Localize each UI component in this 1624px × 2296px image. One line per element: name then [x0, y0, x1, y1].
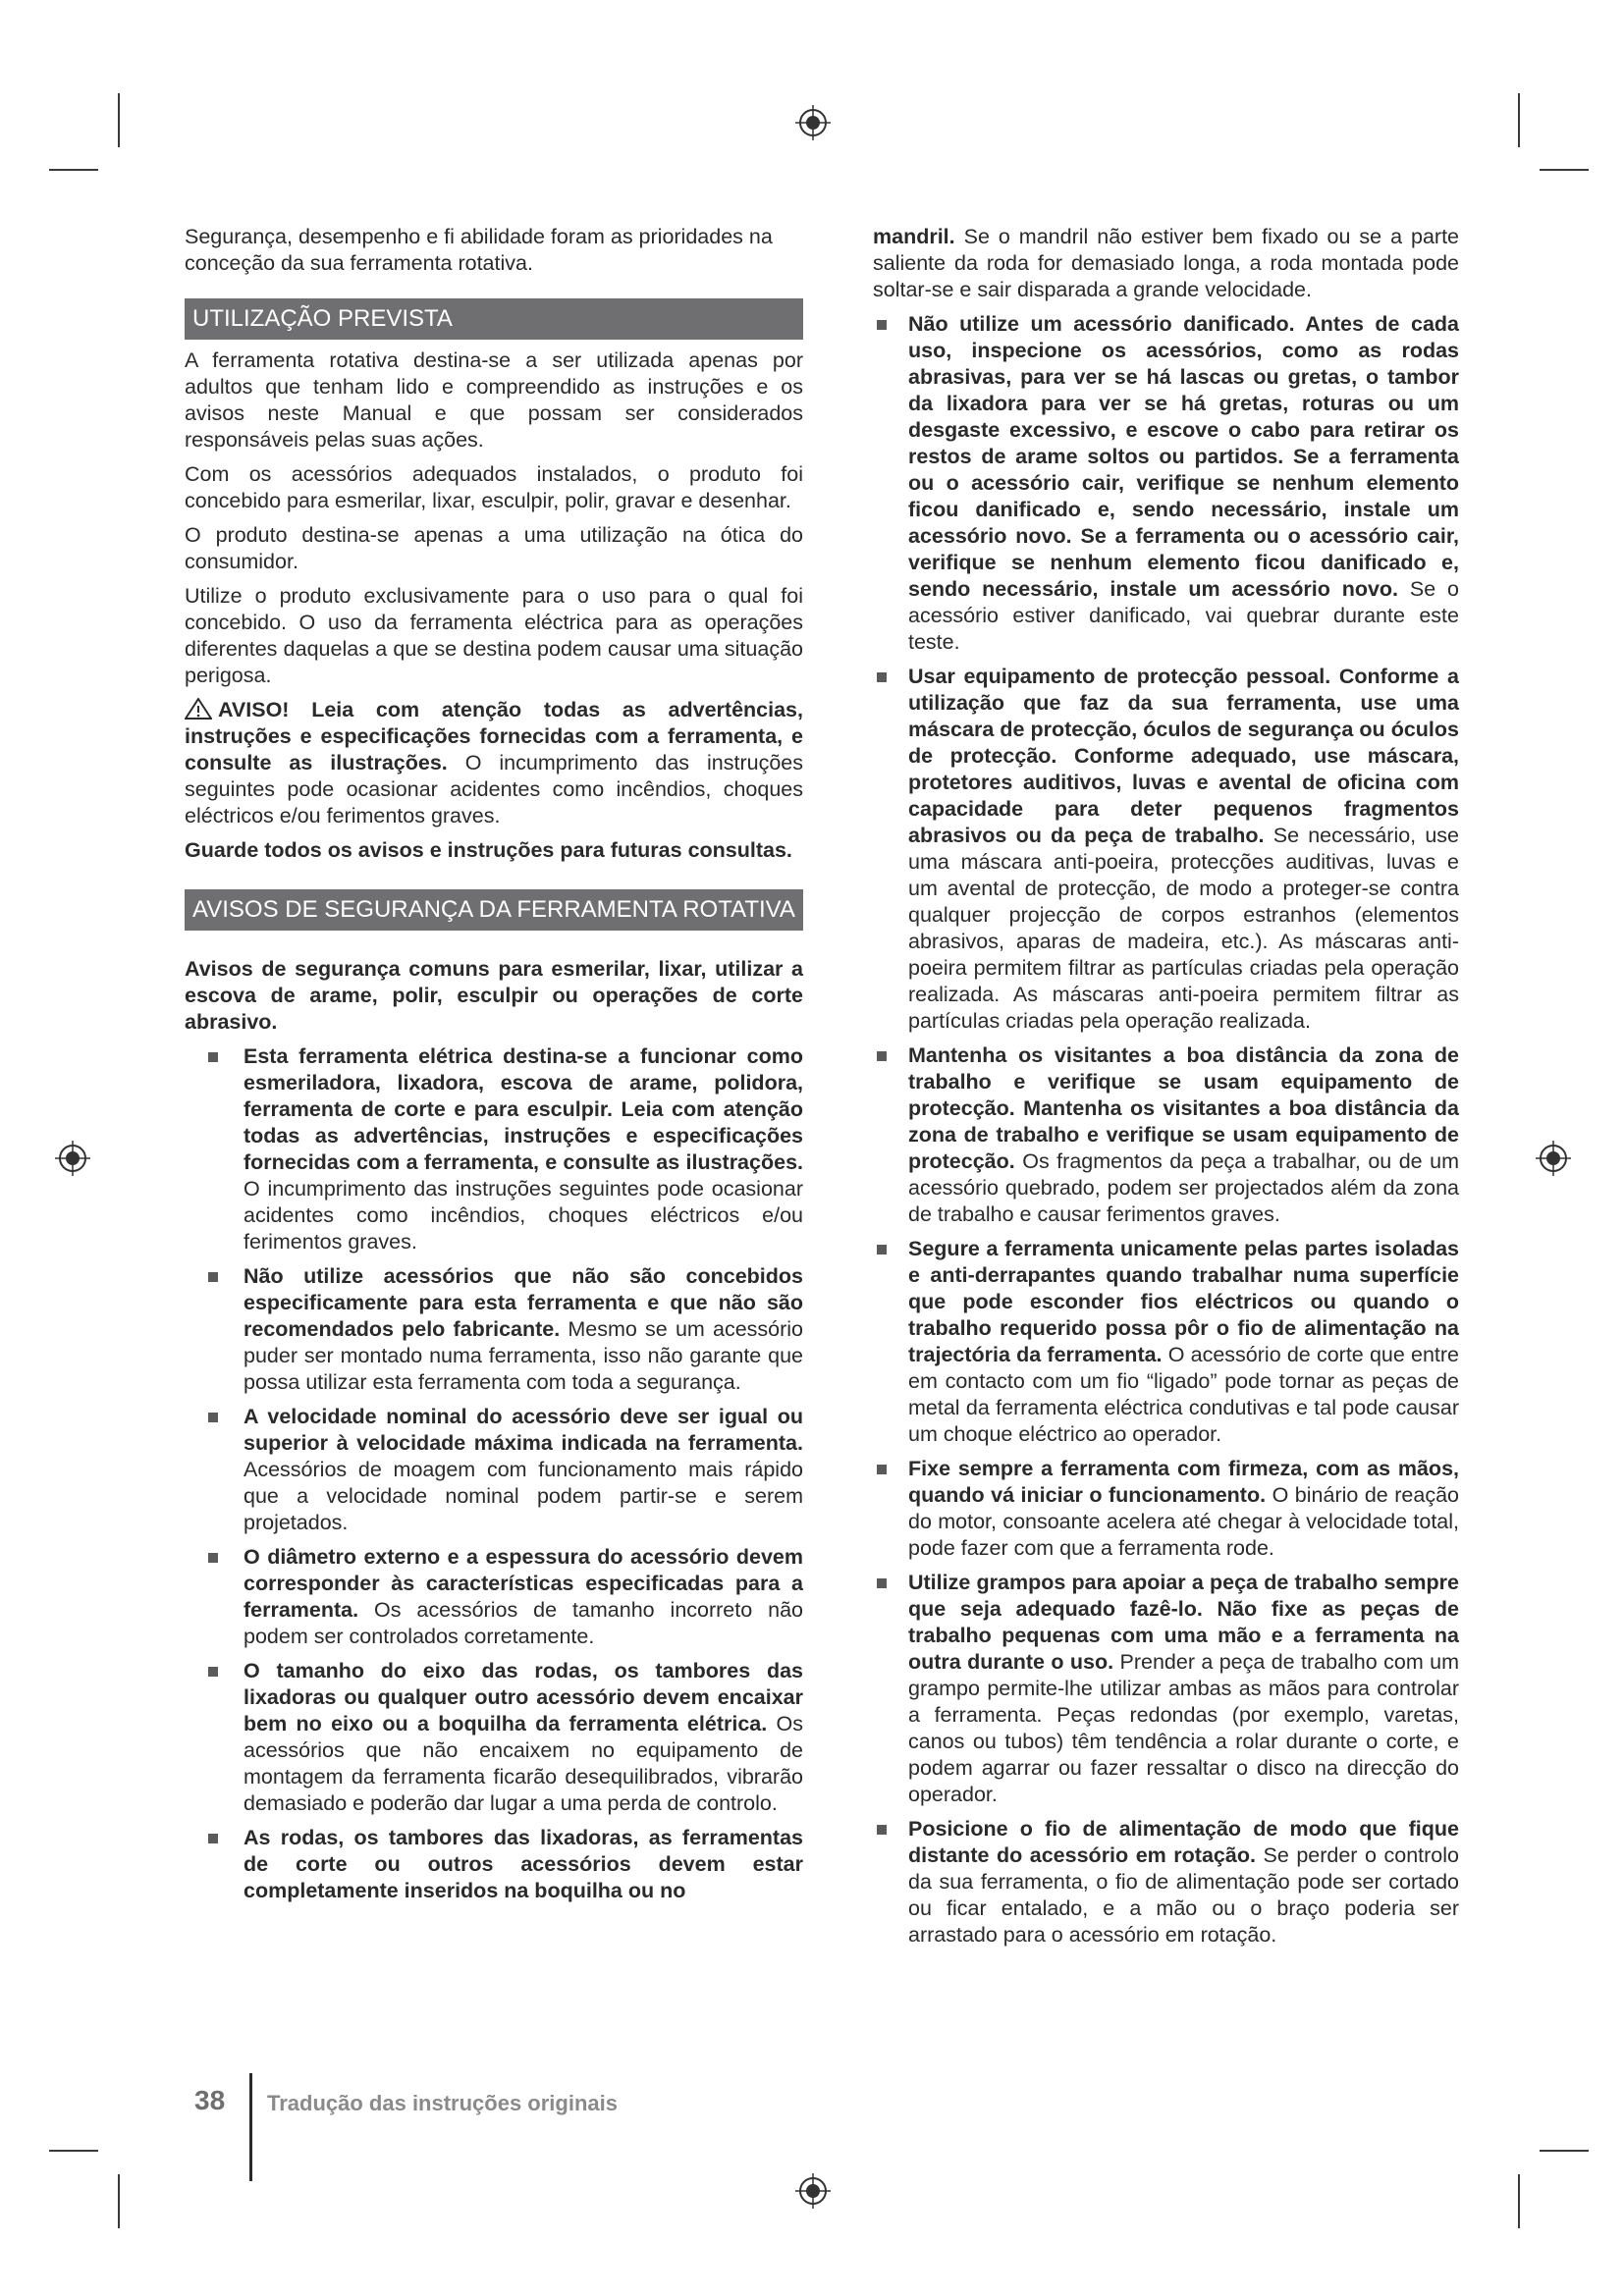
paragraph: Utilize o produto exclusivamente para o uso para o qual foi concebido. O uso da ferramenta eléctrica para as operações diferentes daquelas a que se destina podem causar uma situação perigosa.: [185, 584, 803, 687]
bullet-square-icon: [208, 1834, 218, 1843]
list-item: [208, 1263, 803, 1396]
bullet-square-icon: [208, 1413, 218, 1422]
paragraph: Com os acessórios adequados instalados, o produto foi concebido para esmerilar, lixar, esculpir, polir, gravar e desenhar.: [185, 462, 803, 512]
list-item: [873, 1042, 1459, 1228]
list-item: [873, 1236, 1459, 1448]
list-item: [873, 1570, 1459, 1808]
list-item-text: Prender a peça de trabalho com um grampo permite-lhe utilizar ambas as mãos para controlar a ferramenta. Peças redondas (por exemplo, varetas, canos ou tubos) têm tendência a rolar durante o corte, e podem agarrar ou fazer ressaltar o disco na direcção do operador.: [908, 1650, 1459, 1806]
bullet-square-icon: [208, 1272, 218, 1282]
list-item-bold: Esta ferramenta elétrica destina-se a funcionar como esmeriladora, lixadora, escova de arame, polidora, ferramenta de corte e para esculpir. Leia com atenção todas as advertências, instruções e especificações fornecidas com a ferramenta, e consulte as ilustrações.: [244, 1044, 803, 1174]
list-item-text: O incumprimento das instruções seguintes pode ocasionar acidentes como incêndios, choques eléctricos e/ou ferimentos graves.: [244, 1177, 803, 1254]
list-item-bold: O tamanho do eixo das rodas, os tambores das lixadoras ou qualquer outro acessório devem encaixar bem no eixo ou a boquilha da ferramenta elétrica.: [244, 1659, 803, 1735]
list-item-bold: A velocidade nominal do acessório deve ser igual ou superior à velocidade máxima indicada na ferramenta.: [244, 1405, 803, 1455]
bullet-square-icon: [877, 1245, 887, 1255]
left-column: [185, 224, 803, 1912]
crop-mark: [49, 2150, 98, 2152]
list-item: [208, 1404, 803, 1536]
registration-mark-icon: [793, 103, 833, 142]
list-item-text: Os acessórios de tamanho incorreto não podem ser controlados corretamente.: [244, 1598, 803, 1648]
list-item-text: Os acessórios que não encaixem no equipamento de montagem da ferramenta ficarão desequilibrados, vibrarão demasiado e poderão dar lugar a uma perda de controlo.: [244, 1712, 803, 1815]
list-item-bold: O diâmetro externo e a espessura do acessório devem corresponder às características especificadas para a ferramenta.: [244, 1545, 803, 1622]
bullet-square-icon: [877, 1465, 887, 1474]
common-warnings-heading: Avisos de segurança comuns para esmerilar, lixar, utilizar a escova de arame, polir, esculpir ou operações de corte abrasivo.: [185, 957, 803, 1034]
bullet-square-icon: [877, 672, 887, 682]
footer-divider: [249, 2073, 252, 2181]
crop-mark: [1540, 2150, 1589, 2152]
paragraph: O produto destina-se apenas a uma utilização na ótica do consumidor.: [185, 523, 803, 573]
list-item-bold: Não utilize um acessório danificado. Antes de cada uso, inspecione os acessórios, como as rodas abrasivas, para ver se há lascas ou gretas, o tambor da lixadora para ver se há gretas, roturas ou um desgaste excessivo, e escove o cabo para retirar os restos de arame soltos ou partidos. Se a ferramenta ou o acessório cair, verifique se nenhum elemento ficou danificado e, sendo necessário, instale um acessório novo. Se a ferramenta ou o acessório cair, verifique se nenhum elemento ficou danificado e, sendo necessário, instale um acessório novo.: [908, 312, 1459, 601]
crop-mark: [1518, 93, 1520, 147]
list-item-bold: Posicione o fio de alimentação de modo que fique distante do acessório em rotação.: [908, 1817, 1459, 1867]
bullet-square-icon: [208, 1667, 218, 1677]
list-item-bold: Utilize grampos para apoiar a peça de trabalho sempre que seja adequado fazê-lo. Não fixe as peças de trabalho pequenas com uma mão e a ferramenta na outra durante o uso.: [908, 1571, 1459, 1674]
left-bullet-list: [185, 1043, 803, 1904]
list-item: [208, 1658, 803, 1817]
continued-paragraph: [873, 224, 1459, 303]
list-item: [208, 1043, 803, 1255]
bullet-square-icon: [877, 1578, 887, 1588]
section-heading-safety-warnings: AVISOS DE SEGURANÇA DA FERRAMENTA ROTATIVA: [185, 889, 803, 931]
warning-triangle-icon: [185, 698, 212, 720]
right-column: [873, 224, 1459, 1956]
keep-instructions: Guarde todos os avisos e instruções para futuras consultas.: [185, 838, 792, 862]
page-number: 38: [194, 2085, 226, 2115]
crop-mark: [118, 2174, 120, 2228]
registration-mark-icon: [793, 2171, 833, 2211]
continued-text: Se o mandril não estiver bem fixado ou se a parte saliente da roda for demasiado longa, a roda montada pode soltar-se e sair disparada a grande velocidade.: [873, 225, 1459, 301]
list-item: [873, 664, 1459, 1035]
list-item: [208, 1544, 803, 1650]
warning-bold-text: AVISO! Leia com atenção todas as advertências, instruções e especificações fornecidas com a ferramenta, e consulte as ilustrações.: [185, 698, 803, 774]
bullet-square-icon: [877, 1051, 887, 1061]
footer-text: Tradução das instruções originais: [267, 2091, 618, 2115]
list-item-text: Mesmo se um acessório puder ser montado numa ferramenta, isso não garante que possa utilizar esta ferramenta com toda a segurança.: [244, 1317, 803, 1394]
registration-mark-icon: [53, 1139, 92, 1178]
list-item-bold: Usar equipamento de protecção pessoal. Conforme a utilização que faz da sua ferramenta, use uma máscara de protecção, óculos de segurança ou óculos de protecção. Conforme adequado, use máscara, protetores auditivos, luvas e avental de oficina com capacidade para deter pequenos fragmentos abrasivos ou da peça de trabalho.: [908, 665, 1459, 847]
bullet-square-icon: [208, 1553, 218, 1563]
list-item: [873, 311, 1459, 656]
list-item-bold: Segure a ferramenta unicamente pelas partes isoladas e anti-derrapantes quando trabalhar numa superfície que pode esconder fios eléctricos ou quando o trabalho requerido possa pôr o fio de alimentação na trajectória da ferramenta.: [908, 1237, 1459, 1366]
warning-text: O incumprimento das instruções seguintes pode ocasionar acidentes como incêndios, choques eléctricos e/ou ferimentos graves.: [185, 751, 803, 828]
list-item-bold: Mantenha os visitantes a boa distância da zona de trabalho e verifique se usam equipamento de protecção. Mantenha os visitantes a boa distância da zona de trabalho e verifique se usam equipamento de protecção.: [908, 1043, 1459, 1173]
continued-bold: mandril.: [873, 225, 955, 248]
list-item: [873, 1816, 1459, 1949]
list-item-bold: As rodas, os tambores das lixadoras, as ferramentas de corte ou outros acessórios devem estar completamente inseridos na boquilha ou no: [244, 1826, 803, 1902]
crop-mark: [1518, 2174, 1520, 2228]
list-item-text: Os fragmentos da peça a trabalhar, ou de um acessório quebrado, podem ser projectados além da zona de trabalho e causar ferimentos graves.: [908, 1149, 1459, 1226]
crop-mark: [118, 93, 120, 147]
warning-paragraph: [185, 697, 803, 829]
list-item-text: O acessório de corte que entre em contacto com um fio “ligado” pode tornar as peças de metal da ferramenta eléctrica condutivas e tal pode causar um choque eléctrico ao operador.: [908, 1343, 1460, 1446]
intro-paragraph: Segurança, desempenho e fi abilidade foram as prioridades na conceção da sua ferramenta rotativa.: [185, 225, 773, 275]
bullet-square-icon: [208, 1052, 218, 1062]
crop-mark: [49, 169, 98, 171]
section-heading-intended-use: UTILIZAÇÃO PREVISTA: [185, 298, 803, 340]
paragraph: A ferramenta rotativa destina-se a ser utilizada apenas por adultos que tenham lido e compreendido as instruções e os avisos neste Manual e que possam ser considerados responsáveis pelas suas ações.: [185, 348, 803, 452]
list-item-text: Se necessário, use uma máscara anti-poeira, protecções auditivas, luvas e um avental de protecção, de modo a proteger-se contra qualquer projecção de corpos estranhos (elementos abrasivos, aparas de madeira, etc.). As máscaras anti-poeira permitem filtrar as partículas criadas pela operação realizada. As máscaras anti-poeira permitem filtrar as partículas criadas pela operação realizada.: [908, 824, 1459, 1033]
list-item-bold: Não utilize acessórios que não são concebidos especificamente para esta ferramenta e que não são recomendados pelo fabricante.: [244, 1264, 803, 1341]
list-item-bold: Fixe sempre a ferramenta com firmeza, com as mãos, quando vá iniciar o funcionamento.: [908, 1457, 1459, 1507]
right-bullet-list: [873, 311, 1459, 1949]
registration-mark-icon: [1534, 1139, 1573, 1178]
list-item-text: O binário de reação do motor, consoante acelera até chegar à velocidade total, pode fazer com que a ferramenta rode.: [908, 1483, 1460, 1560]
list-item: [873, 1456, 1459, 1562]
bullet-square-icon: [877, 1825, 887, 1835]
bullet-square-icon: [877, 320, 887, 330]
list-item-text: Acessórios de moagem com funcionamento mais rápido que a velocidade nominal podem partir-se e serem projetados.: [244, 1458, 803, 1534]
list-item: [208, 1825, 803, 1904]
list-item-text: Se perder o controlo da sua ferramenta, o fio de alimentação pode ser cortado ou ficar entalado, e a mão ou o braço poderia ser arrastado para o acessório em rotação.: [908, 1843, 1459, 1947]
list-item-text: Se o acessório estiver danificado, vai quebrar durante este teste.: [908, 577, 1460, 654]
crop-mark: [1540, 169, 1589, 171]
